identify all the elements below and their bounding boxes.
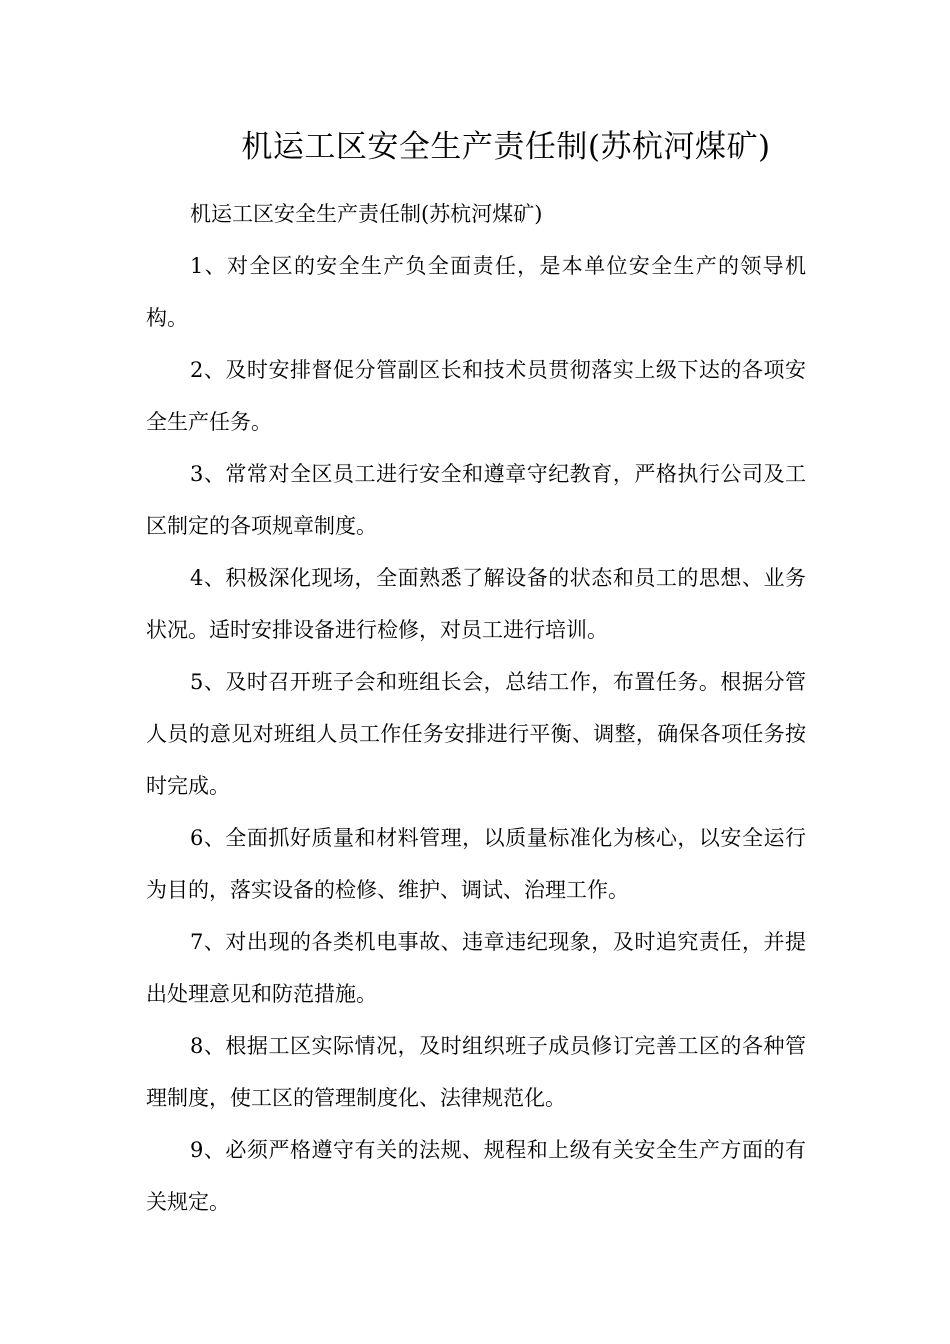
paragraph-item-1: 1、对全区的安全生产负全面责任，是本单位安全生产的领导机构。 <box>146 254 806 330</box>
paragraph-item-4: 4、积极深化现场，全面熟悉了解设备的状态和员工的思想、业务状况。适时安排设备进行检修，对员工进行培训。 <box>146 566 806 642</box>
paragraph-item-8: 8、根据工区实际情况，及时组织班子成员修订完善工区的各种管理制度，使工区的管理制度化、法律规范化。 <box>146 1034 806 1110</box>
paragraph-item-6: 6、全面抓好质量和材料管理，以质量标准化为核心，以安全运行为目的，落实设备的检修、维护、调试、治理工作。 <box>146 826 806 902</box>
paragraph-item-2: 2、及时安排督促分管副区长和技术员贯彻落实上级下达的各项安全生产任务。 <box>146 358 806 434</box>
paragraph-heading: 机运工区安全生产责任制(苏杭河煤矿) <box>190 202 543 226</box>
paragraph-item-7: 7、对出现的各类机电事故、违章违纪现象，及时追究责任，并提出处理意见和防范措施。 <box>146 930 806 1006</box>
paragraph-item-9: 9、必须严格遵守有关的法规、规程和上级有关安全生产方面的有关规定。 <box>146 1138 806 1214</box>
paragraph-item-3: 3、常常对全区员工进行安全和遵章守纪教育，严格执行公司及工区制定的各项规章制度。 <box>146 462 806 538</box>
paragraph-item-5: 5、及时召开班子会和班组长会，总结工作，布置任务。根据分管人员的意见对班组人员工作任务安排进行平衡、调整，确保各项任务按时完成。 <box>146 670 806 798</box>
document-body <box>146 188 806 1228</box>
document-title: 机运工区安全生产责任制(苏杭河煤矿) <box>241 129 771 165</box>
